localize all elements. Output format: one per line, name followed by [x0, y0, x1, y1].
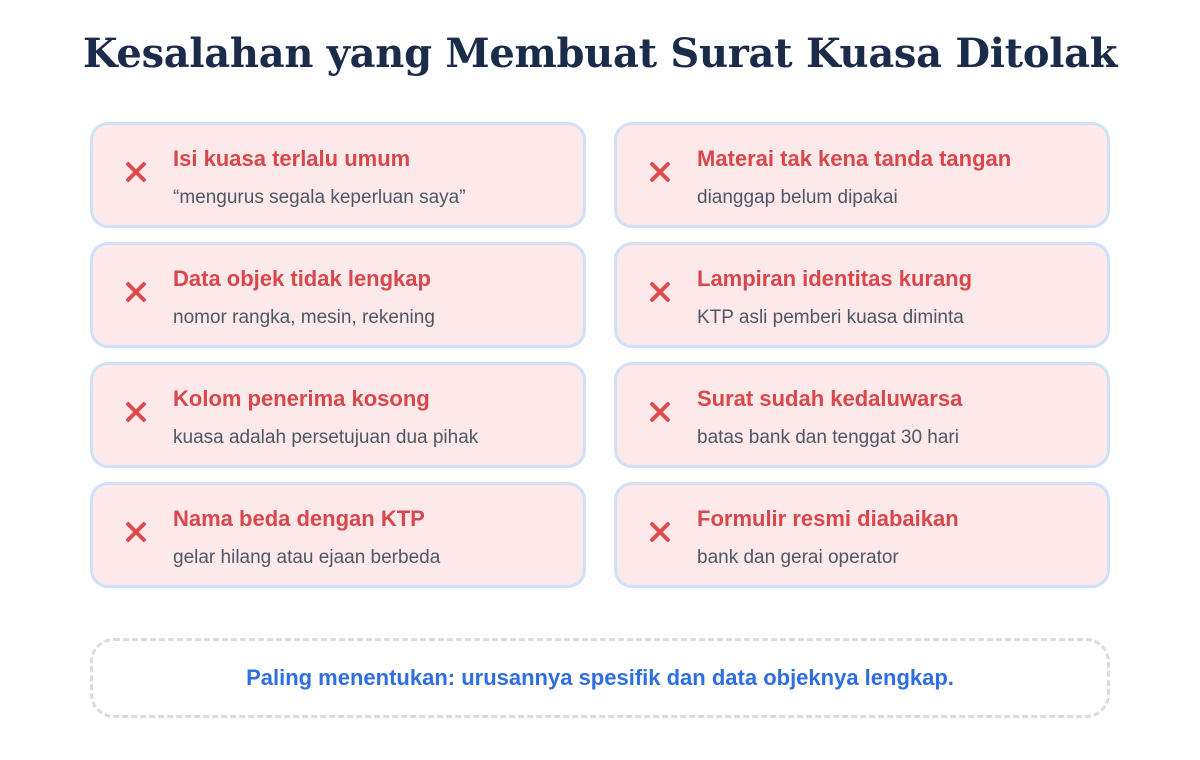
summary-note: [90, 638, 1110, 718]
mistake-detail: kuasa adalah persetujuan dua pihak: [173, 427, 479, 448]
cross-icon: [123, 279, 149, 305]
mistake-card: [90, 122, 586, 228]
mistake-title: Formulir resmi diabaikan: [697, 506, 959, 531]
cross-icon: [123, 399, 149, 425]
mistake-detail: dianggap belum dipakai: [697, 187, 898, 208]
summary-note-text: Paling menentukan: urusannya spesifik dan data objeknya lengkap.: [246, 665, 954, 690]
mistakes-grid: [90, 122, 1110, 588]
mistake-card: [90, 482, 586, 588]
mistake-detail: nomor rangka, mesin, rekening: [173, 307, 435, 328]
mistake-detail: bank dan gerai operator: [697, 547, 899, 568]
page-title: Kesalahan yang Membuat Surat Kuasa Ditolak: [82, 30, 1118, 77]
mistake-card: [614, 242, 1110, 348]
cross-icon: [647, 399, 673, 425]
mistake-title: Nama beda dengan KTP: [173, 506, 425, 531]
mistake-title: Surat sudah kedaluwarsa: [697, 386, 963, 411]
cross-icon: [647, 159, 673, 185]
mistake-title: Isi kuasa terlalu umum: [173, 146, 411, 171]
mistake-card: [90, 362, 586, 468]
cross-icon: [123, 519, 149, 545]
mistake-detail: KTP asli pemberi kuasa diminta: [697, 307, 964, 328]
mistake-card: [614, 122, 1110, 228]
mistake-title: Materai tak kena tanda tangan: [697, 146, 1012, 171]
mistake-card: [614, 482, 1110, 588]
mistake-detail: batas bank dan tenggat 30 hari: [697, 427, 959, 448]
mistake-title: Kolom penerima kosong: [173, 386, 430, 411]
mistake-card: [614, 362, 1110, 468]
cross-icon: [123, 159, 149, 185]
cross-icon: [647, 279, 673, 305]
mistake-title: Lampiran identitas kurang: [697, 266, 973, 291]
mistake-detail: “mengurus segala keperluan saya”: [173, 187, 466, 208]
mistake-detail: gelar hilang atau ejaan berbeda: [173, 547, 441, 568]
mistake-title: Data objek tidak lengkap: [173, 266, 431, 291]
mistake-card: [90, 242, 586, 348]
cross-icon: [647, 519, 673, 545]
